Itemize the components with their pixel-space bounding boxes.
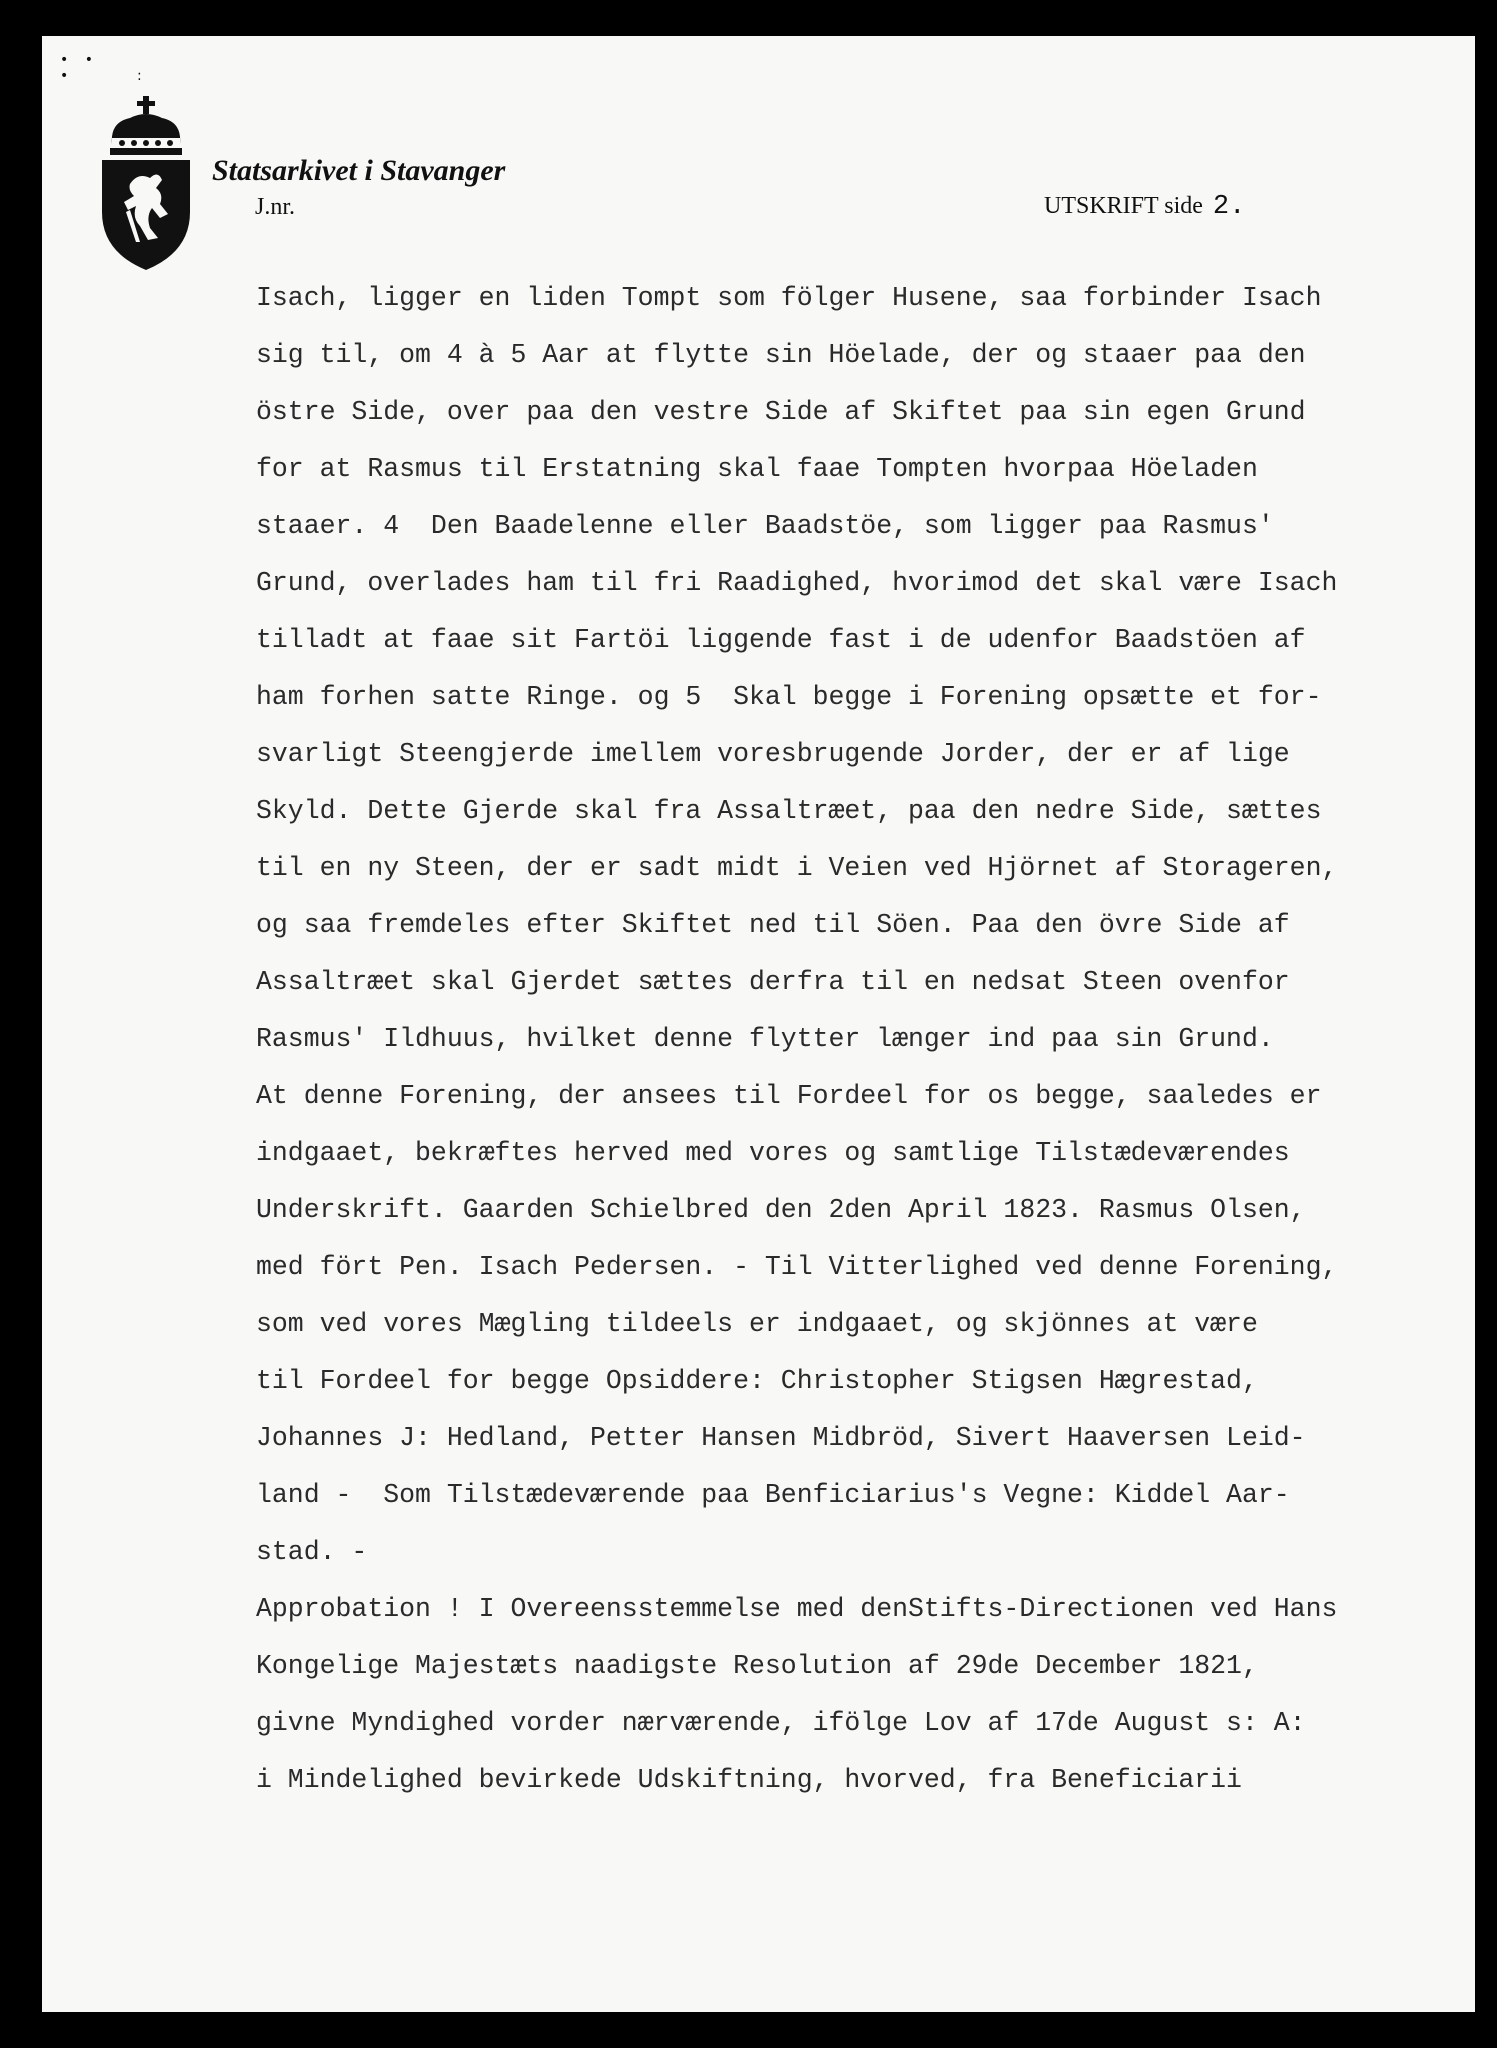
text-line: som ved vores Mægling tildeels er indgaaet, og skjönnes at være: [256, 1309, 1258, 1339]
text-line: tilladt at faae sit Fartöi liggende fast i de udenfor Baadstöen af: [256, 625, 1306, 655]
text-line: og saa fremdeles efter Skiftet ned til Söen. Paa den övre Side af: [256, 910, 1290, 940]
text-line: Grund, overlades ham til fri Raadighed, hvorimod det skal være Isach: [256, 568, 1338, 598]
utskrift-label: UTSKRIFT side: [1044, 193, 1203, 219]
text-line: land - Som Tilstædeværende paa Benficiarius's Vegne: Kiddel Aar-: [256, 1480, 1290, 1510]
text-line: Johannes J: Hedland, Petter Hansen Midbröd, Sivert Haaversen Leid-: [256, 1423, 1306, 1453]
archive-name: Statsarkivet i Stavanger: [212, 154, 506, 187]
transcript-page-header: [1044, 192, 1245, 222]
text-line: ham forhen satte Ringe. og 5 Skal begge i Forening opsætte et for-: [256, 682, 1322, 712]
corner-marks: • • • :: [60, 52, 148, 84]
text-line: Isach, ligger en liden Tompt som fölger Husene, saa forbinder Isach: [256, 283, 1322, 313]
page-number: 2.: [1212, 192, 1246, 222]
text-line: Approbation ! I Overeensstemmelse med denStifts-Directionen ved Hans: [256, 1594, 1338, 1624]
text-line: staaer. 4 Den Baadelenne eller Baadstöe, som ligger paa Rasmus': [256, 511, 1274, 541]
text-line: med fört Pen. Isach Pedersen. - Til Vitterlighed ved denne Forening,: [256, 1252, 1338, 1282]
text-line: sig til, om 4 à 5 Aar at flytte sin Höelade, der og staaer paa den: [256, 340, 1306, 370]
text-line: Assaltræet skal Gjerdet sættes derfra til en nedsat Steen ovenfor: [256, 967, 1290, 997]
text-line: til Fordeel for begge Opsiddere: Christopher Stigsen Hægrestad,: [256, 1366, 1258, 1396]
text-line: stad. -: [256, 1537, 368, 1567]
text-line: indgaaet, bekræftes herved med vores og samtlige Tilstædeværendes: [256, 1138, 1290, 1168]
text-line: svarligt Steengjerde imellem voresbrugende Jorder, der er af lige: [256, 739, 1290, 769]
coat-of-arms-icon: [100, 92, 192, 272]
text-line: Rasmus' Ildhuus, hvilket denne flytter længer ind paa sin Grund.: [256, 1024, 1274, 1054]
text-line: östre Side, over paa den vestre Side af Skiftet paa sin egen Grund: [256, 397, 1306, 427]
text-line: At denne Forening, der ansees til Fordeel for os begge, saaledes er: [256, 1081, 1322, 1111]
text-line: givne Myndighed vorder nærværende, ifölge Lov af 17de August s: A:: [256, 1708, 1306, 1738]
text-line: Kongelige Majestæts naadigste Resolution af 29de December 1821,: [256, 1651, 1258, 1681]
text-line: i Mindelighed bevirkede Udskiftning, hvorved, fra Beneficiarii: [256, 1765, 1242, 1795]
text-line: for at Rasmus til Erstatning skal faae Tompten hvorpaa Höeladen: [256, 454, 1258, 484]
journal-number-label: J.nr.: [255, 194, 296, 220]
text-line: Skyld. Dette Gjerde skal fra Assaltræet, paa den nedre Side, sættes: [256, 796, 1322, 826]
text-line: til en ny Steen, der er sadt midt i Veien ved Hjörnet af Storageren,: [256, 853, 1338, 883]
transcript-body: [256, 270, 1436, 1809]
text-line: Underskrift. Gaarden Schielbred den 2den April 1823. Rasmus Olsen,: [256, 1195, 1306, 1225]
